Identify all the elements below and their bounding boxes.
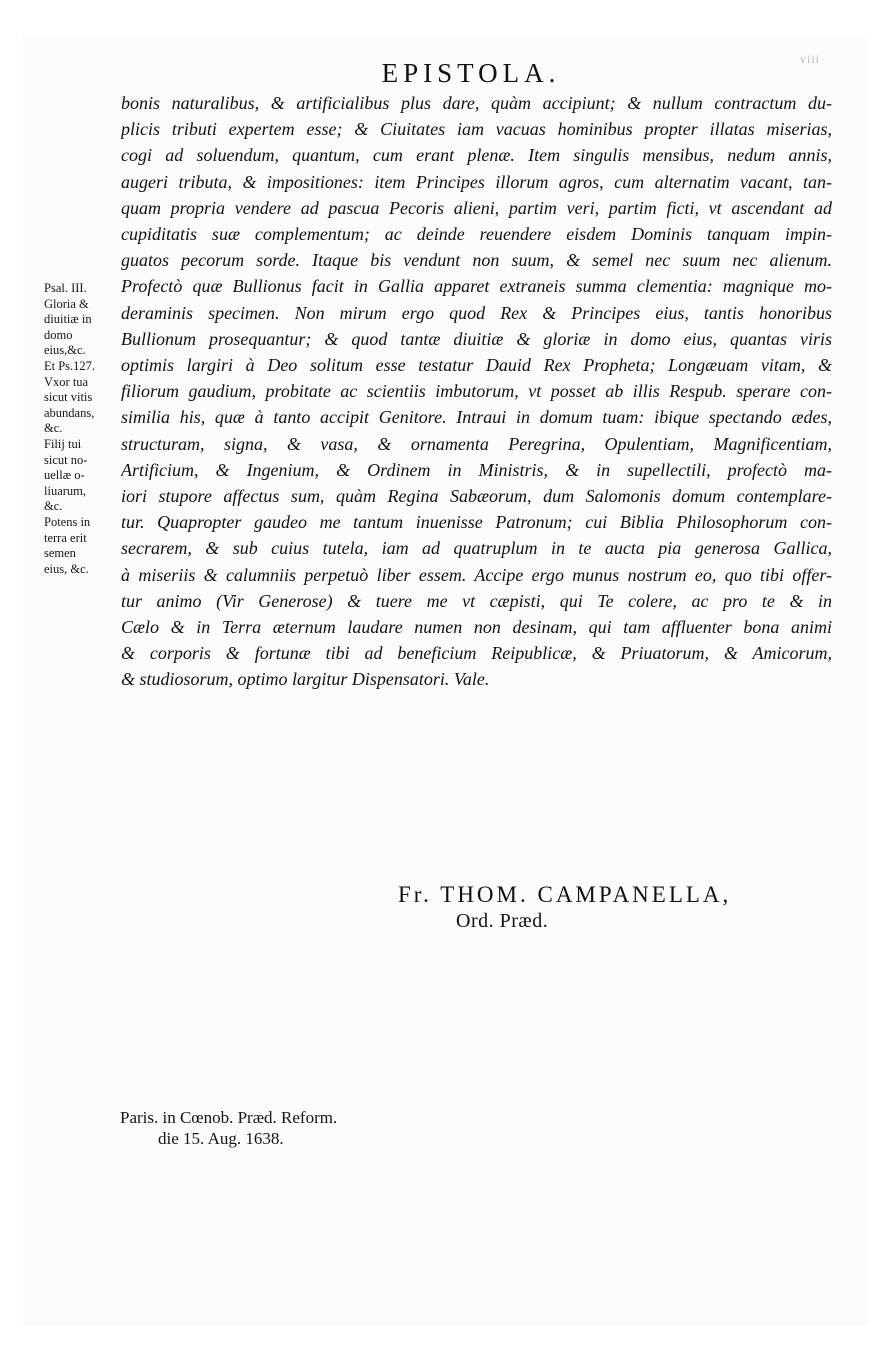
body-line: bonis naturalibus, & artificialibus plus dare, quàm accipiunt; & nullum contractum du- <box>121 93 832 113</box>
body-line: similia his, quæ à tanto accipit Genitore. Intraui in domum tuam: ibique spectando ædes, <box>121 407 832 428</box>
body-line: tur. Quapropter gaudeo me tantum inuenisse Patronum; cui Biblia Philosophorum con- <box>121 512 832 533</box>
body-line: augeri tributa, & impositiones: item Principes illorum agros, cum alternatim vacant, tan- <box>121 171 832 192</box>
dateline-date: die 15. Aug. 1638. <box>158 1129 284 1148</box>
body-line: Bullionum prosequantur; & quod tantæ diuitiæ & gloriæ in domo eius, quantas viris <box>121 328 832 349</box>
body-line: optimis largiri à Deo solitum esse testatur Dauid Rex Propheta; Longæuam vitam, & <box>121 355 832 376</box>
margin-notes <box>44 281 118 577</box>
margin-note-line: abundans, <box>44 405 95 420</box>
margin-note-line: &c. <box>44 499 63 514</box>
margin-note-line: Filij tui <box>44 436 82 451</box>
signature-order: Ord. Præd. <box>456 910 549 932</box>
margin-note-line: sicut no- <box>44 452 88 467</box>
margin-note-line: uellæ o- <box>44 468 85 483</box>
body-line: & studiosorum, optimo largitur Dispensatori. Vale. <box>121 669 490 690</box>
margin-note-line: Potens in <box>44 514 91 529</box>
body-line: à miseriis & calumniis perpetuò liber essem. Accipe ergo munus nostrum eo, quo tibi offer- <box>121 564 832 585</box>
signature-block <box>398 882 731 933</box>
body-line: Cælo & in Terra æternum laudare numen non desinam, qui tam affluenter bona animi <box>121 617 832 638</box>
body-line: Artificium, & Ingenium, & Ordinem in Ministris, & in supellectili, profectò ma- <box>121 459 832 480</box>
margin-note-line: Vxor tua <box>44 374 89 389</box>
body-line: cupiditatis suæ complementum; ac deinde reuendere eisdem Dominis tanquam impin- <box>121 224 832 245</box>
margin-note-line: diuitiæ in <box>44 312 92 327</box>
margin-note-line: Et Ps.127. <box>44 358 96 373</box>
margin-note-line: Psal. III. <box>44 281 87 295</box>
margin-note-line: Gloria & <box>44 296 89 311</box>
dateline <box>120 1107 337 1149</box>
body-line: & corporis & fortunæ tibi ad beneficium Reipublicæ, & Priuatorum, & Amicorum, <box>121 643 832 664</box>
body-line: tur animo (Vir Generose) & tuere me vt cæpisti, qui Te colere, ac pro te & in <box>121 590 832 611</box>
margin-note-line: eius, &c. <box>44 561 89 576</box>
body-line: quam propria vendere ad pascua Pecoris alieni, partim veri, partim ficti, vt ascendant ad <box>121 197 832 218</box>
body-line: Profectò quæ Bullionus facit in Gallia apparet extraneis summa clementia: magnique mo- <box>121 276 832 297</box>
dateline-place: Paris. in Cœnob. Præd. Reform. <box>120 1108 338 1127</box>
body-line: structuram, signa, & vasa, & ornamenta Peregrina, Opulentiam, Magnificentiam, <box>121 433 832 454</box>
folio-number: viii <box>800 52 821 66</box>
margin-note-line: sicut vitis <box>44 390 93 405</box>
margin-note-line: semen <box>44 546 76 561</box>
letter-body <box>121 90 832 693</box>
body-line: deraminis specimen. Non mirum ergo quod Rex & Principes eius, tantis honoribus <box>121 302 832 323</box>
body-line: filiorum gaudium, probitate ac scientiis imbutorum, vt posset ab illis Respub. sperare con- <box>121 381 832 402</box>
margin-note-line: &c. <box>44 421 63 436</box>
body-line: guatos pecorum sorde. Itaque bis vendunt non suum, & semel nec suum nec alienum. <box>121 250 832 271</box>
margin-note-line: domo <box>44 327 73 342</box>
margin-note-line: eius,&c. <box>44 343 86 358</box>
body-line: iori stupore affectus sum, quàm Regina Sabæorum, dum Salomonis domum contemplare- <box>121 486 832 507</box>
margin-note-line: liuarum, <box>44 483 87 498</box>
signature-name: Fr. THOM. CAMPANELLA, <box>398 882 732 907</box>
margin-note-line: terra erit <box>44 530 87 545</box>
body-line: cogi ad soluendum, quantum, cum erant plenæ. Item singulis mensibus, nedum annis, <box>121 145 832 166</box>
body-line: secrarem, & sub cuius tutela, iam ad quatruplum in te aucta pia generosa Gallica, <box>121 538 832 559</box>
body-line: plicis tributi expertem esse; & Ciuitates iam vacuas hominibus propter illatas miserias, <box>121 119 832 140</box>
page-title: EPISTOLA. <box>381 58 561 88</box>
